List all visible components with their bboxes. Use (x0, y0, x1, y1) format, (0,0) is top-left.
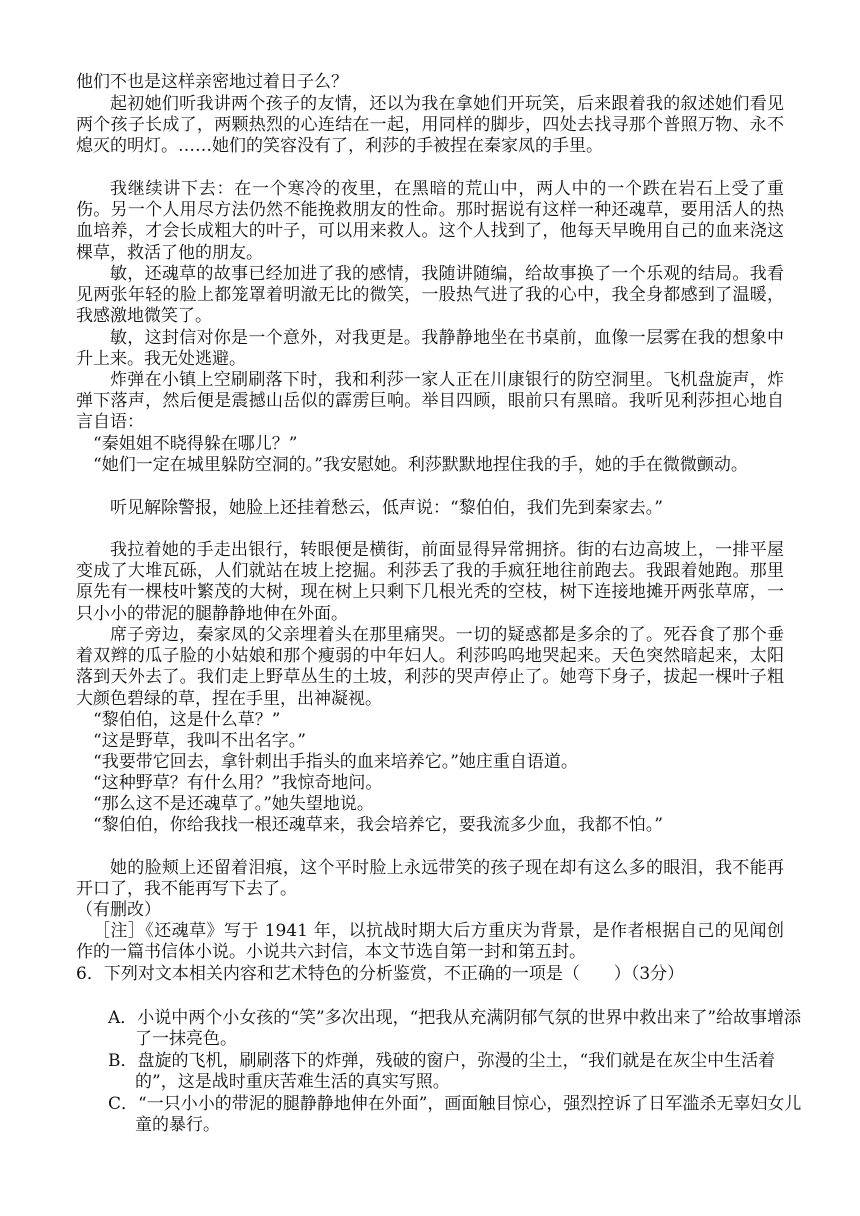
dialogue-line: “那么这不是还魂草了。”她失望地说。 (93, 794, 374, 814)
paragraph: 席子旁边，秦家凤的父亲埋着头在那里痛哭。一切的疑惑都是多余的了。死吞食了那个垂着双辫的瓜子脸的小姑娘和那个瘦弱的中年妇人。利莎呜呜地哭起来。天色突然暗起来，太阳落到天外去了。我们走上野草丛生的土坡，利莎的哭声停止了。她弯下身子，拔起一棵叶子粗大颜色碧绿的草，捏在手里，出神凝视。 (76, 625, 784, 709)
dialogue-line: “黎伯伯，这是什么草？” (93, 710, 281, 730)
paragraph: 我继续讲下去：在一个寒冷的夜里，在黑暗的荒山中，两人中的一个跌在岩石上受了重伤。另一个人用尽方法仍然不能挽救朋友的性命。那时据说有这样一种还魂草，要用活人的热血培养，才会长成粗大的叶子，可以用来救人。这个人找到了，他每天早晚用自己的血来浇这棵草，救活了他的朋友。 (76, 179, 784, 263)
option-a: A．小说中两个小女孩的“笑”多次出现，“把我从充满阴郁气氛的世界中救出来了”给故事增添了一抹亮色。 (108, 1008, 802, 1050)
option-c: C．“一只小小的带泥的腿静静地伸在外面”，画面触目惊心，强烈控诉了日军滥杀无辜妇女儿童的暴行。 (108, 1094, 802, 1136)
dialogue-line: “我要带它回去，拿针刺出手指头的血来培养它。”她庄重自语道。 (93, 752, 578, 772)
paragraph: 我拉着她的手走出银行，转眼便是横街，前面显得异常拥挤。街的右边高坡上，一排平屋变成了大堆瓦砾，人们就站在坡上挖掘。利莎丢了我的手疯狂地往前跑去。我跟着她跑。那里原先有一棵枝叶繁茂的大树，现在树上只剩下几根光秃的空枝，树下连接地摊开两张草席，一只小小的带泥的腿静静地伸在外面。 (76, 540, 784, 624)
dialogue-line: “秦姐姐不晓得躲在哪儿？” (93, 434, 298, 454)
paragraph: 听见解除警报，她脸上还挂着愁云，低声说：“黎伯伯，我们先到秦家去。” (110, 498, 663, 518)
paragraph: 他们不也是这样亲密地过着日子么？ (76, 72, 348, 92)
paragraph: 炸弹在小镇上空刷刷落下时，我和利莎一家人正在川康银行的防空洞里。飞机盘旋声，炸弹下落声，然后便是震撼山岳似的霹雳巨响。举目四顾，眼前只有黑暗。我听见利莎担心地自言自语： (76, 370, 784, 433)
paragraph: 敏，还魂草的故事已经加进了我的感情，我随讲随编，给故事换了一个乐观的结局。我看见两张年轻的脸上都笼罩着明澈无比的微笑，一股热气进了我的心中，我全身都感到了温暖，我感激地微笑了。 (76, 264, 784, 327)
paragraph: 起初她们听我讲两个孩子的友情，还以为我在拿她们开玩笑，后来跟着我的叙述她们看见两个孩子长成了，两颗热烈的心连结在一起，用同样的脚步，四处去找寻那个普照万物、永不熄灭的明灯。……她们的笑容没有了，利莎的手被捏在秦家凤的手里。 (76, 94, 784, 157)
dialogue-line: “黎伯伯，你给我找一根还魂草来，我会培养它，要我流多少血，我都不怕。” (93, 815, 663, 835)
dialogue-line: “这种野草？有什么用？”我惊奇地问。 (93, 773, 383, 793)
dialogue-line: “这是野草，我叫不出名字。” (93, 731, 306, 751)
footnote: ［注］《还魂草》写于 1941 年，以抗战时期大后方重庆为背景，是作者根据自己的见闻创作的一篇书信体小说。小说共六封信，本文节选自第一封和第五封。 (76, 921, 784, 963)
question-stem: 6．下列对文本相关内容和艺术特色的分析鉴赏，不正确的一项是（ ）（3分） (76, 964, 685, 984)
paragraph: 她的脸颊上还留着泪痕，这个平时脸上永远带笑的孩子现在却有这么多的眼泪，我不能再开口了，我不能再写下去了。 (76, 858, 784, 900)
option-b: B．盘旋的飞机，刷刷落下的炸弹，残破的窗户，弥漫的尘土，“我们就是在灰尘中生活着的”，这是战时重庆苦难生活的真实写照。 (108, 1051, 776, 1093)
source-note: （有删改） (76, 900, 161, 920)
paragraph: 敏，这封信对你是一个意外，对我更是。我静静地坐在书桌前，血像一层雾在我的想象中升上来。我无处逃避。 (76, 328, 784, 370)
dialogue-line: “她们一定在城里躲防空洞的。”我安慰她。利莎默默地捏住我的手，她的手在微微颤动。 (93, 455, 748, 475)
